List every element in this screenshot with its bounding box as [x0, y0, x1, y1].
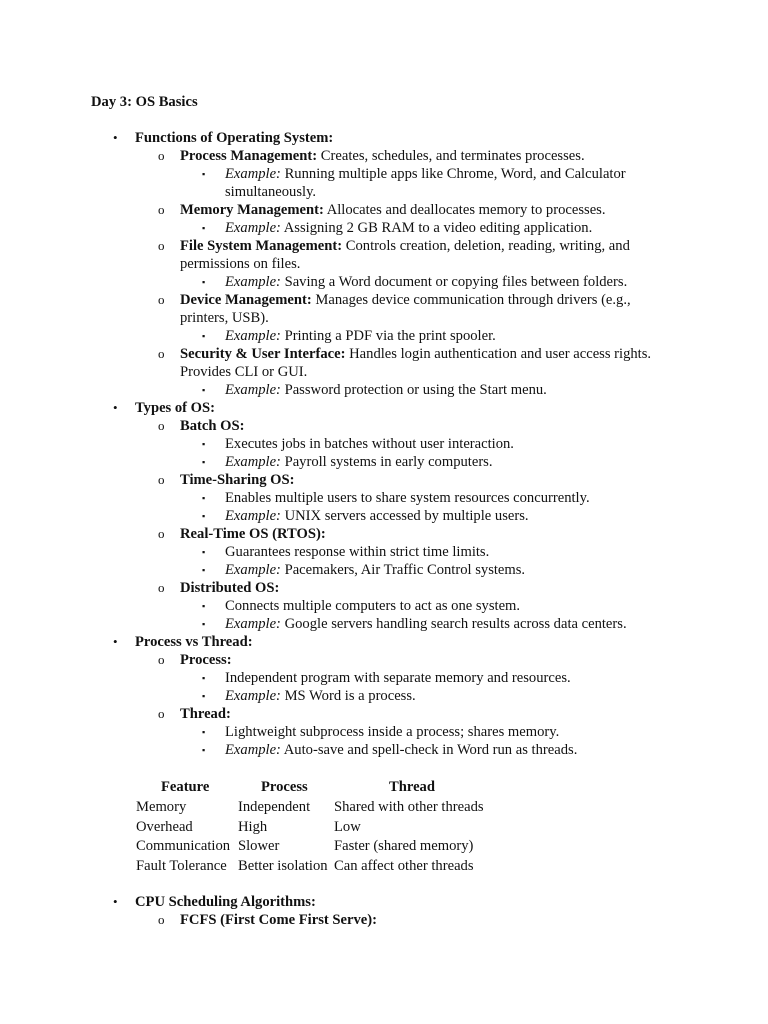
circle-marker: o [158, 418, 165, 433]
list-item-security-user-interface [158, 345, 652, 363]
example-prefix: Example: [225, 454, 281, 470]
circle-marker: o [158, 706, 165, 721]
sub-item [202, 543, 490, 561]
sub-item-text: Printing a PDF via the print spooler. [284, 328, 496, 344]
sub-item-example [202, 381, 547, 399]
section-heading-functions [113, 129, 334, 147]
example-prefix: Example: [225, 220, 281, 236]
sub-item-text: Saving a Word document or copying files between folders. [284, 274, 628, 290]
square-marker: ▪ [202, 619, 206, 629]
circle-marker: o [158, 238, 165, 253]
sub-item-text: Running multiple apps like Chrome, Word, and Calculator [284, 166, 626, 182]
sub-item [202, 597, 521, 615]
sub-item-text: Payroll systems in early computers. [284, 454, 493, 470]
section-heading-types [113, 399, 216, 417]
table-header-feature: Feature [161, 779, 210, 795]
sub-item-example [202, 561, 526, 579]
item-continuation: permissions on files. [180, 256, 301, 272]
bullet-marker: • [113, 634, 118, 649]
sub-item-text: Lightweight subprocess inside a process; shares memory. [225, 724, 560, 740]
item-text: Controls creation, deletion, reading, writing, and [345, 238, 630, 254]
square-marker: ▪ [202, 439, 206, 449]
circle-marker: o [158, 652, 165, 667]
square-marker: ▪ [202, 547, 206, 557]
item-continuation: printers, USB). [180, 310, 269, 326]
square-marker: ▪ [202, 331, 206, 341]
square-marker: ▪ [202, 745, 206, 755]
list-item-process-management [158, 147, 585, 165]
circle-marker: o [158, 346, 165, 361]
sub-item-continuation: simultaneously. [225, 184, 317, 200]
table-cell: Faster (shared memory) [334, 838, 474, 854]
item-label: FCFS (First Come First Serve): [180, 912, 377, 928]
item-continuation: Provides CLI or GUI. [180, 364, 308, 380]
list-item-process [158, 651, 232, 669]
item-label: Real-Time OS (RTOS): [180, 526, 326, 542]
list-item-batch-os [158, 417, 245, 435]
square-marker: ▪ [202, 385, 206, 395]
sub-item-text: Auto-save and spell-check in Word run as threads. [283, 742, 578, 758]
item-label: Time-Sharing OS: [180, 472, 295, 488]
sub-item [202, 669, 571, 687]
square-marker: ▪ [202, 493, 206, 503]
sub-item [202, 723, 560, 741]
sub-item-example [202, 273, 628, 291]
example-prefix: Example: [225, 166, 281, 182]
sub-item-example [202, 165, 626, 183]
sub-item [202, 435, 514, 453]
sub-item-text: Google servers handling search results across data centers. [284, 616, 627, 632]
section-heading-text: Types of OS: [135, 400, 216, 416]
square-marker: ▪ [202, 169, 206, 179]
table-cell: High [238, 819, 268, 835]
example-prefix: Example: [225, 742, 281, 758]
sub-item-example [202, 741, 578, 759]
section-heading-process-vs-thread [113, 633, 253, 651]
section-heading-text: Process vs Thread: [135, 634, 253, 650]
example-prefix: Example: [225, 508, 281, 524]
list-item-real-time-os [158, 525, 326, 543]
list-item-distributed-os [158, 579, 280, 597]
list-item-time-sharing-os [158, 471, 295, 489]
circle-marker: o [158, 202, 165, 217]
list-item-thread [158, 705, 231, 723]
square-marker: ▪ [202, 277, 206, 287]
sub-item-example [202, 615, 627, 633]
bullet-marker: • [113, 400, 118, 415]
sub-item-text: Connects multiple computers to act as one system. [225, 598, 521, 614]
table-cell: Better isolation [238, 858, 328, 874]
table-cell: Slower [238, 838, 280, 854]
square-marker: ▪ [202, 691, 206, 701]
bullet-marker: • [113, 130, 118, 145]
square-marker: ▪ [202, 727, 206, 737]
section-heading-cpu-scheduling [113, 893, 316, 911]
sub-item-text: Independent program with separate memory and resources. [225, 670, 571, 686]
list-item-file-system-management [158, 237, 630, 255]
example-prefix: Example: [225, 562, 281, 578]
example-prefix: Example: [225, 382, 281, 398]
table-cell: Communication [136, 838, 231, 854]
circle-marker: o [158, 526, 165, 541]
item-label: Process Management: [180, 148, 318, 164]
item-label: File System Management: [180, 238, 343, 254]
example-prefix: Example: [225, 274, 281, 290]
sub-item [202, 489, 590, 507]
item-text: Manages device communication through drivers (e.g., [315, 292, 631, 308]
item-label: Process: [180, 652, 232, 668]
item-label: Memory Management: [180, 202, 324, 218]
section-heading-text: Functions of Operating System: [135, 130, 334, 146]
sub-item-text: Guarantees response within strict time limits. [225, 544, 490, 560]
page-title: Day 3: OS Basics [91, 94, 198, 110]
example-prefix: Example: [225, 328, 281, 344]
table-cell: Shared with other threads [334, 799, 484, 815]
table-cell: Overhead [136, 819, 193, 835]
circle-marker: o [158, 292, 165, 307]
section-heading-text: CPU Scheduling Algorithms: [135, 894, 316, 910]
sub-item-example [202, 687, 416, 705]
sub-item-example [202, 453, 493, 471]
table-cell: Low [334, 819, 361, 835]
list-item-memory-management [158, 201, 606, 219]
sub-item-text: UNIX servers accessed by multiple users. [284, 508, 529, 524]
table-cell: Fault Tolerance [136, 858, 227, 874]
sub-item-text: Pacemakers, Air Traffic Control systems. [284, 562, 526, 578]
square-marker: ▪ [202, 511, 206, 521]
sub-item-example [202, 507, 529, 525]
example-prefix: Example: [225, 688, 281, 704]
square-marker: ▪ [202, 673, 206, 683]
item-text: Creates, schedules, and terminates processes. [320, 148, 585, 164]
sub-item-text: Password protection or using the Start menu. [284, 382, 547, 398]
sub-item-example [202, 327, 496, 345]
table-header-thread: Thread [389, 779, 435, 795]
circle-marker: o [158, 472, 165, 487]
square-marker: ▪ [202, 457, 206, 467]
circle-marker: o [158, 148, 165, 163]
item-text: Allocates and deallocates memory to processes. [326, 202, 606, 218]
table-cell: Independent [238, 799, 311, 815]
example-prefix: Example: [225, 616, 281, 632]
circle-marker: o [158, 912, 165, 927]
item-label: Thread: [180, 706, 231, 722]
table-cell: Can affect other threads [334, 858, 474, 874]
square-marker: ▪ [202, 601, 206, 611]
table-header-process: Process [261, 779, 308, 795]
sub-item-text: MS Word is a process. [284, 688, 416, 704]
table-cell: Memory [136, 799, 187, 815]
item-label: Security & User Interface: [180, 346, 346, 362]
sub-item-text: Enables multiple users to share system resources concurrently. [225, 490, 590, 506]
sub-item-text: Assigning 2 GB RAM to a video editing application. [283, 220, 593, 236]
sub-item-text: Executes jobs in batches without user interaction. [225, 436, 514, 452]
list-item-fcfs [158, 911, 377, 929]
bullet-marker: • [113, 894, 118, 909]
item-label: Batch OS: [180, 418, 245, 434]
list-item-device-management [158, 291, 631, 309]
circle-marker: o [158, 580, 165, 595]
square-marker: ▪ [202, 223, 206, 233]
item-label: Distributed OS: [180, 580, 280, 596]
sub-item-example [202, 219, 593, 237]
item-label: Device Management: [180, 292, 312, 308]
square-marker: ▪ [202, 565, 206, 575]
item-text: Handles login authentication and user access rights. [349, 346, 652, 362]
